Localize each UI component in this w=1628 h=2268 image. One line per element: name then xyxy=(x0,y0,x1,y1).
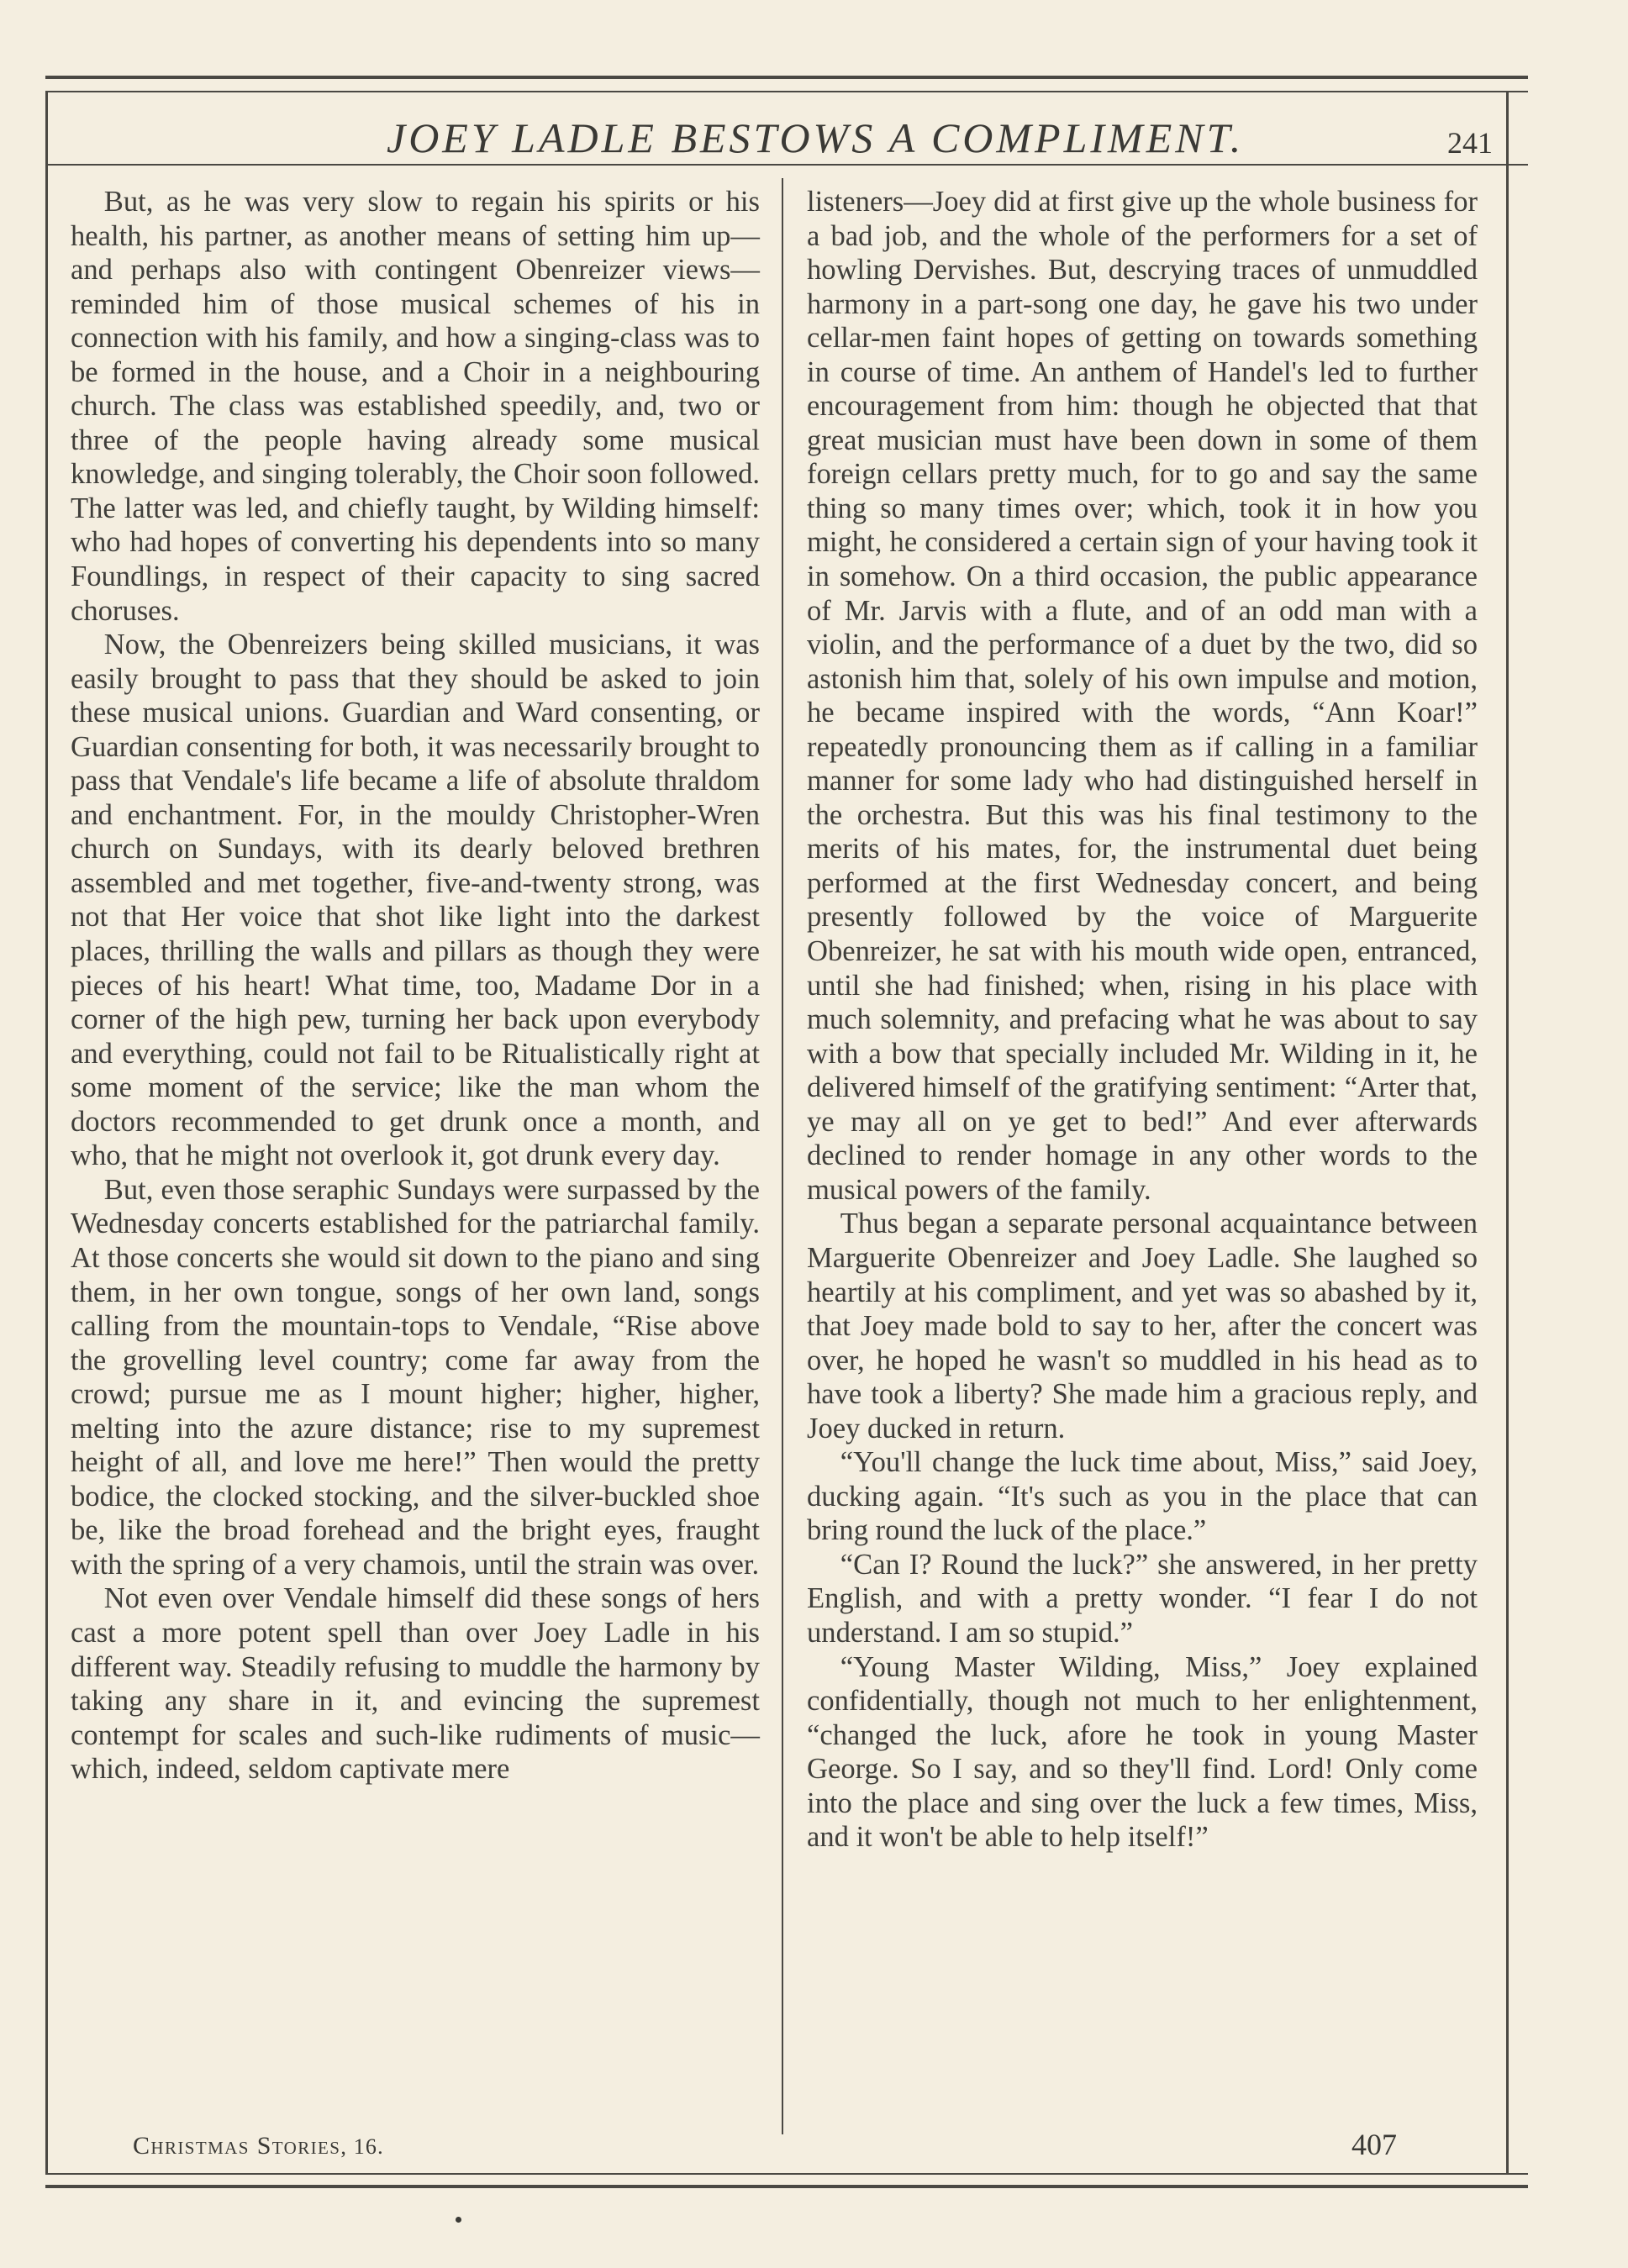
paragraph: Not even over Vendale himself did these songs of hers cast a more potent spell than over Joey Ladle in his different way. Steadily refusing to muddle the harmony by taking any share in it, and evincing the supremest contempt for scales and such-like rudiments of music—which, indeed, seldom captivate mere xyxy=(71,1582,760,1786)
paragraph: “Can I? Round the luck?” she answered, in her pretty English, and with a pretty wonder. “I fear I do not understand. I am so stupid.” xyxy=(807,1548,1478,1649)
footer-signature xyxy=(133,2133,384,2160)
bottom-rule-outer xyxy=(45,2185,1528,2188)
right-border xyxy=(1506,91,1509,2175)
stray-mark xyxy=(456,2217,461,2223)
paragraph: Thus began a separate personal acquaintance between Marguerite Obenreizer and Joey Ladle. She laughed so heartily at his compliment, and yet was so abashed by it, that Joey made bold to say to her, after the concert was over, he hoped he wasn't so muddled in his head as to have took a liberty? She made him a gracious reply, and Joey ducked in return. xyxy=(807,1208,1478,1444)
header-underline xyxy=(45,164,1528,166)
paragraph: But, as he was very slow to regain his spirits or his health, his partner, as another means of setting him up—and perhaps also with contingent Obenreizer views—reminded him of those musical schemes of his in connection with his family, and how a singing-class was to be formed in the house, and a Choir in a neighbouring church. The class was established speedily, and, two or three of the people having already some musical knowledge, and singing tolerably, the Choir soon followed. The latter was led, and chiefly taught, by Wilding himself: who had hopes of converting his dependents into so many Foundlings, in respect of their capacity to sing sacred choruses. xyxy=(71,186,760,627)
footer-series-name: Christmas Stories xyxy=(133,2132,341,2160)
right-column xyxy=(807,185,1478,1855)
paragraph-continued: listeners—Joey did at first give up the whole business for a bad job, and the whole of the performers for a set of howling Dervishes. But, descrying traces of unmuddled harmony in a part-song one day, he gave his two under cellar-men faint hopes of getting on towards something in course of time. An anthem of Handel's led to further encouragement from him: though he objected that that great musician must have been down in some of them foreign cellars pretty much, for to go and say the same thing so many times over; which, took it in how you might, he considered a certain sign of your having took it in somehow. On a third occasion, the public appearance of Mr. Jarvis with a flute, and of an odd man with a violin, and the performance of a duet by the two, did so astonish him that, solely of his own impulse and motion, he became inspired with the words, “Ann Koar!” repeatedly pronouncing them as if calling in a familiar manner for some lady who had distinguished herself in the orchestra. But this was his final testimony to the merits of his mates, for, the instrumental duet being performed at the first Wednesday concert, and being presently followed by the voice of Marguerite Obenreizer, he sat with his mouth wide open, entranced, until she had finished; when, rising in his place with much solemnity, and prefacing what he was about to say with a bow that specially included Mr. Wilding in it, he delivered himself of the gratifying sentiment: “Arter that, ye may all on ye get to bed!” And ever afterwards declined to render homage in any other words to the musical powers of the family. xyxy=(807,186,1478,1206)
bottom-rule-inner xyxy=(45,2173,1528,2175)
left-border xyxy=(45,91,48,2175)
paragraph: But, even those seraphic Sundays were surpassed by the Wednesday concerts established for the patriarchal family. At those concerts she would sit down to the piano and sing them, in her own tongue, songs of her own land, songs calling from the mountain-tops to Vendale, “Rise above the grovelling level country; come far away from the crowd; pursue me as I mount higher; higher, higher, melting into the azure distance; rise to my supremest height of all, and love me here!” Then would the pretty bodice, the clocked stocking, and the silver-buckled shoe be, like the broad forehead and the bright eyes, fraught with the spring of a very chamois, until the strain was over. xyxy=(71,1173,760,1581)
top-rule-outer xyxy=(45,76,1528,79)
paragraph: “You'll change the luck time about, Miss,” said Joey, ducking again. “It's such as you in the place that can bring round the luck of the place.” xyxy=(807,1446,1478,1547)
running-head-title: JOEY LADLE BESTOWS A COMPLIMENT. xyxy=(387,114,1245,161)
page-number: 241 xyxy=(1447,126,1493,160)
left-column xyxy=(71,185,760,1787)
footer-page-number: 407 xyxy=(1351,2128,1397,2161)
paragraph: Now, the Obenreizers being skilled musicians, it was easily brought to pass that they should be asked to join these musical unions. Guardian and Ward consenting, or Guardian consenting for both, it was necessarily brought to pass that Vendale's life became a life of absolute thraldom and enchantment. For, in the mouldy Christopher-Wren church on Sundays, with its dearly beloved brethren assembled and met together, five-and-twenty strong, was not that Her voice that shot like light into the darkest places, thrilling the walls and pillars as though they were pieces of his heart! What time, too, Madame Dor in a corner of the high pew, turning her back upon everybody and everything, could not fail to be Ritualistically right at some moment of the service; like the man whom the doctors recommended to get drunk once a month, and who, that he might not overlook it, got drunk every day. xyxy=(71,629,760,1172)
top-rule-inner xyxy=(45,91,1528,92)
paragraph: “Young Master Wilding, Miss,” Joey explained confidentially, though not much to her enlightenment, “changed the luck, afore he took in young Master George. So I say, and so they'll find. Lord! Only come into the place and sing over the luck a few times, Miss, and it won't be able to help itself!” xyxy=(807,1650,1478,1854)
column-divider xyxy=(782,178,783,2134)
footer-series-number: , 16. xyxy=(340,2134,384,2159)
